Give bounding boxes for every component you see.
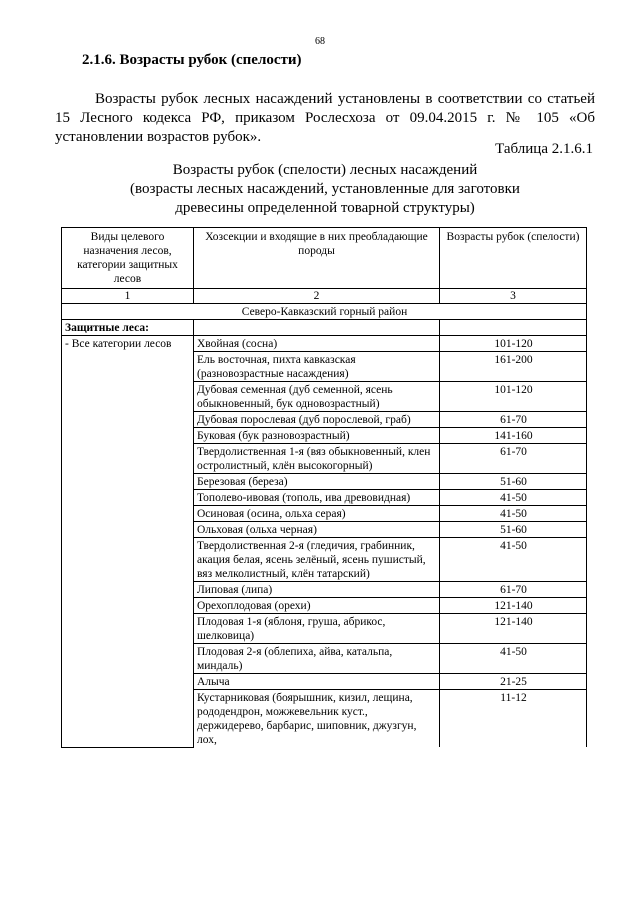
cutting-age-cell: 61-70 <box>440 582 587 598</box>
cutting-age-cell: 141-160 <box>440 428 587 444</box>
section-species-cell: Твердолиственная 2-я (гледичия, грабинник, акация белая, ясень зелёный, ясень пушистый, вяз мелколистный, клён татарский) <box>194 538 440 582</box>
table-caption <box>55 161 595 218</box>
section-species-cell: Липовая (липа) <box>194 582 440 598</box>
header-sections: Хозсекции и входящие в них преобладающие породы <box>194 228 440 289</box>
section-species-cell: Хвойная (сосна) <box>194 336 440 352</box>
column-number: 2 <box>194 289 440 304</box>
section-species-cell: Кустарниковая (боярышник, кизил, лещина, рододендрон, можжевельник куст., держидерево, барбарис, шиповник, джузгун, лох, <box>194 690 440 748</box>
group-row <box>62 320 587 336</box>
page-number: 68 <box>315 36 325 47</box>
cutting-age-cell: 161-200 <box>440 352 587 382</box>
cutting-age-cell: 51-60 <box>440 474 587 490</box>
cutting-age-cell: 61-70 <box>440 444 587 474</box>
table-label: Таблица 2.1.6.1 <box>495 141 593 157</box>
section-species-cell: Алыча <box>194 674 440 690</box>
caption-line-3: древесины определенной товарной структуры) <box>175 200 475 216</box>
cutting-age-cell: 51-60 <box>440 522 587 538</box>
table-header-row <box>62 228 587 289</box>
cutting-age-cell: 41-50 <box>440 538 587 582</box>
empty-cell <box>440 320 587 336</box>
empty-cell <box>194 320 440 336</box>
section-species-cell: Ольховая (ольха черная) <box>194 522 440 538</box>
column-number: 3 <box>440 289 587 304</box>
section-species-cell: Орехоплодовая (орехи) <box>194 598 440 614</box>
cutting-age-table <box>61 227 587 748</box>
section-species-cell: Буковая (бук разновозрастный) <box>194 428 440 444</box>
cutting-age-cell: 101-120 <box>440 382 587 412</box>
header-purpose: Виды целевого назначения лесов, категории защитных лесов <box>62 228 194 289</box>
table-row <box>62 336 587 352</box>
region-name: Северо-Кавказский горный район <box>62 304 587 320</box>
section-species-cell: Тополево-ивовая (тополь, ива древовидная) <box>194 490 440 506</box>
cutting-age-cell: 21-25 <box>440 674 587 690</box>
section-heading: 2.1.6. Возрасты рубок (спелости) <box>82 52 302 68</box>
header-cutting-age: Возрасты рубок (спелости) <box>440 228 587 289</box>
section-species-cell: Березовая (береза) <box>194 474 440 490</box>
cutting-age-cell: 101-120 <box>440 336 587 352</box>
forest-category: - Все категории лесов <box>62 336 194 748</box>
section-species-cell: Плодовая 1-я (яблоня, груша, абрикос, шелковица) <box>194 614 440 644</box>
section-species-cell: Дубовая порослевая (дуб порослевой, граб) <box>194 412 440 428</box>
cutting-age-cell: 41-50 <box>440 490 587 506</box>
cutting-age-cell: 41-50 <box>440 644 587 674</box>
cutting-age-cell: 11-12 <box>440 690 587 748</box>
cutting-age-cell: 121-140 <box>440 614 587 644</box>
section-species-cell: Плодовая 2-я (облепиха, айва, катальпа, миндаль) <box>194 644 440 674</box>
intro-paragraph: Возрасты рубок лесных насаждений установлены в соответствии со статьей 15 Лесного кодекса РФ, приказом Рослесхоза от 09.04.2015 г. № 105 «Об установлении возрастов рубок». <box>55 91 595 145</box>
caption-line-1: Возрасты рубок (спелости) лесных насаждений <box>172 162 478 178</box>
section-species-cell: Твердолиственная 1-я (вяз обыкновенный, клен остролистный, клён высокогорный) <box>194 444 440 474</box>
column-number-row <box>62 289 587 304</box>
section-species-cell: Дубовая семенная (дуб семенной, ясень обыкновенный, бук одновозрастный) <box>194 382 440 412</box>
caption-line-2: (возрасты лесных насаждений, установленные для заготовки <box>130 181 520 197</box>
group-label: Защитные леса: <box>62 320 194 336</box>
region-row <box>62 304 587 320</box>
cutting-age-cell: 41-50 <box>440 506 587 522</box>
cutting-age-cell: 61-70 <box>440 412 587 428</box>
cutting-age-cell: 121-140 <box>440 598 587 614</box>
section-species-cell: Осиновая (осина, ольха серая) <box>194 506 440 522</box>
column-number: 1 <box>62 289 194 304</box>
section-species-cell: Ель восточная, пихта кавказская (разновозрастные насаждения) <box>194 352 440 382</box>
